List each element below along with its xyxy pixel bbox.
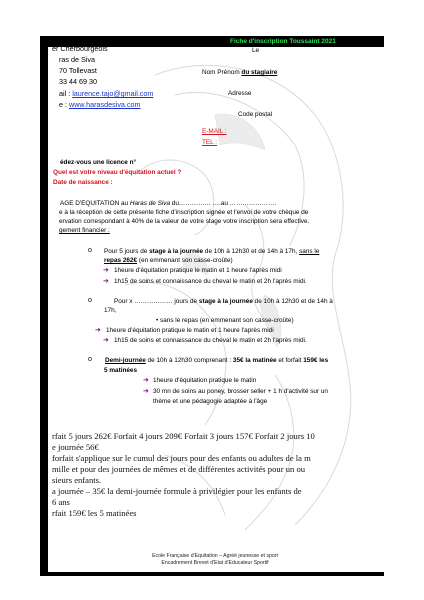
option2-bullet: o: [88, 297, 92, 304]
website-link[interactable]: www.harasdesiva.com: [69, 100, 141, 109]
arrow-icon: ➜: [143, 388, 149, 395]
arrow-icon: ➜: [103, 278, 109, 285]
contact-line-4: 33 44 69 30: [59, 77, 97, 86]
option1-b: stage à la journée: [149, 248, 204, 255]
pricing-line-3: forfait s'applique sur le cumul des jours pour des enfants ou adultes de la m: [52, 453, 311, 463]
licence-question: édez-vous une licence n°: [60, 159, 137, 166]
option3-b: de 10h à 12h30 comprenant :: [145, 357, 233, 364]
stage-line-1: [60, 200, 276, 207]
pricing-line-4: mille et pour des journées de mêmes et de différentes activités pour un ou: [52, 464, 306, 474]
name-label: [202, 69, 277, 76]
option2-line-2: 17h,: [104, 307, 117, 314]
email-link[interactable]: laurence.tajo@gmail.com: [72, 89, 154, 98]
option1-e: repas 262€: [104, 257, 138, 264]
option2-item-2: 1h15 de soins et connaissance du cheval le matin et 2h l'après midi.: [114, 337, 307, 344]
pricing-line-6: a journée – 35€ la demi-journée formule à privilégier pour les enfants de: [52, 486, 302, 496]
option1-line-2: [104, 257, 233, 264]
address-label: Adresse: [228, 90, 252, 97]
stage-line-1a: AGE D'EQUITATION au: [60, 200, 130, 207]
pricing-line-8: rfait 159€ les 5 matinées: [52, 508, 137, 518]
pricing-line-7: 6 ans: [52, 497, 70, 507]
bottom-border: [40, 572, 384, 576]
option3-c: 35€ la matinée: [232, 357, 277, 364]
arrow-icon: ➜: [103, 337, 109, 344]
pricing-line-1: rfait 5 jours 262€ Forfait 4 jours 209€ Forfait 3 jours 157€ Forfait 2 jours 10: [52, 431, 315, 441]
contact-line-3: 70 Tollevast: [59, 66, 97, 75]
email-label: E-MAIL :: [202, 128, 227, 135]
option1-c: de 10h à 12h30 et de 14h à 17h,: [203, 248, 300, 255]
option3-item-2b: thème et une pédagogie adaptée à l'âge: [153, 398, 268, 405]
footer-line-2: Encadrement Brevet d'Etat d'Educateur Sportif: [161, 560, 269, 566]
stage-line-1c: du…………… ….au ………………….: [170, 200, 277, 207]
tel-label: TEL :: [202, 139, 218, 146]
name-label-bold: du stagiaire: [241, 69, 278, 76]
pricing-line-5: sieurs enfants.: [52, 475, 102, 485]
option1-a: Pour 5 jours de: [104, 248, 150, 255]
page-title: Fiche d'inscription Toussaint 2021: [230, 38, 336, 45]
date-label: Le: [252, 47, 260, 54]
option1-f: (en emmenant son casse-croûte): [137, 257, 233, 264]
email-prefix: ail :: [59, 89, 73, 98]
stage-line-3: ervation correspondant à 40% de la valeur de votre stage votre inscription sera effective.: [59, 218, 310, 225]
option1-d: sans le: [299, 248, 320, 255]
option3-a: Demi-journée: [105, 357, 146, 364]
arrow-icon: ➜: [143, 377, 149, 384]
name-label-prefix: Nom Prénom: [202, 69, 242, 76]
option1-bullet: o: [88, 247, 92, 254]
contact-web: [59, 101, 141, 109]
arrow-icon: ➜: [103, 267, 109, 274]
option2-b: stage à la journée: [198, 298, 253, 305]
contact-email: [59, 90, 153, 98]
option1-item-1: 1heure d'équitation pratique le matin et 1 heure l'après midi: [114, 267, 282, 274]
option3-line-1: [105, 357, 328, 364]
arrow-icon: ➜: [95, 327, 101, 334]
option1-line-1: [104, 248, 319, 255]
pricing-line-2: e journée 56€: [52, 442, 99, 452]
stage-line-1b: Haras de Siva: [129, 200, 171, 207]
footer-line-1: Ecole Française d'Equitation – Agréé jeunesse et sport: [152, 553, 278, 559]
option2-a: Pour x ……………… jours de: [114, 298, 199, 305]
contact-line-1: er Cherbourgeois: [52, 44, 108, 53]
contact-line-2: ras de Siva: [59, 55, 95, 64]
stage-line-4: gement financier :: [59, 227, 110, 234]
option3-e: 159€ les: [303, 357, 329, 364]
option2-line-1: [114, 298, 333, 305]
web-prefix: e :: [59, 100, 69, 109]
option3-d: et forfait: [276, 357, 304, 364]
option2-line-3: • sans le repas (en emmenant son casse-croûte): [156, 317, 294, 324]
left-border: [40, 36, 48, 576]
option1-item-2: 1h15 de soins et connaissance du cheval le matin et 2h l'après midi.: [114, 278, 307, 285]
birthdate-question: Date de naissance :: [53, 179, 113, 186]
stage-line-2: e à la réception de cette présente fiche d'inscription signée et l'envoi de votre chèque de: [59, 209, 309, 216]
option2-item-1: 1heure d'équitation pratique le matin et 1 heure l'après midi: [106, 327, 274, 334]
option3-line-2: 5 matinées: [104, 367, 138, 374]
level-question: Quel est votre niveau d'équitation actuel ?: [53, 169, 182, 176]
option3-item-2a: 30 mn de soins au poney, brosser seller + 1 h d'activité sur un: [153, 388, 328, 395]
option3-item-1: 1heure d'équitation pratique le matin: [153, 377, 257, 384]
option2-c: de 10h à 12h30 et de 14h à: [252, 298, 333, 305]
postal-code-label: Code postal: [238, 111, 273, 118]
option3-bullet: o: [88, 356, 92, 363]
